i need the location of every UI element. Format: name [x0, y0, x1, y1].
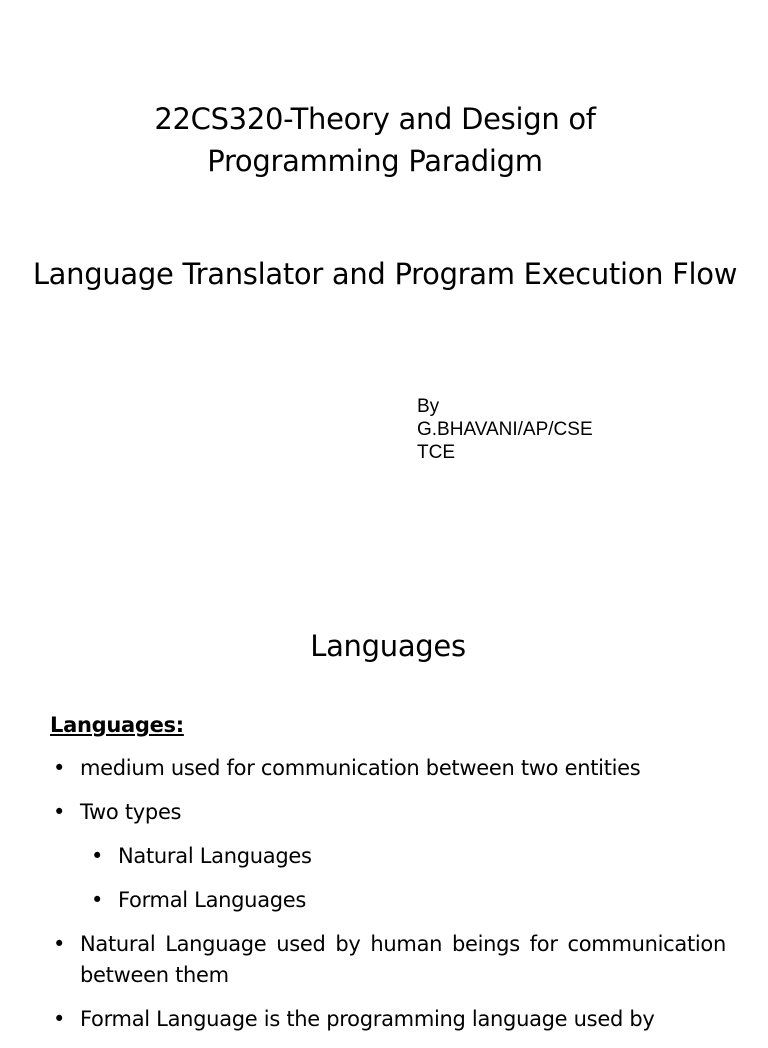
bullet-dot-icon: • [53, 932, 66, 956]
list-item-text: Natural Languages [118, 844, 312, 868]
list-item-text: Two types [80, 800, 182, 824]
author-institution: TCE [417, 442, 455, 463]
slide-title: Languages [310, 629, 466, 663]
list-item-text: Natural Language used by human beings for communication between them [80, 932, 726, 987]
slide-content [50, 710, 726, 1048]
list-item [88, 841, 726, 872]
list-item [50, 929, 726, 991]
content-heading: Languages: [50, 713, 184, 737]
languages-slide [0, 576, 768, 1031]
bullet-dot-icon: • [53, 756, 66, 780]
course-title-line-2: Programming Paradigm [207, 144, 543, 178]
bullet-dot-icon: • [53, 800, 66, 824]
list-item-text: Formal Languages [118, 888, 307, 912]
course-title-line-1: 22CS320-Theory and Design of [154, 102, 596, 136]
author-block [417, 395, 593, 464]
author-by: By [417, 396, 440, 417]
bullet-dot-icon: • [53, 1007, 66, 1031]
author-name: G.BHAVANI/AP/CSE [417, 419, 593, 440]
list-item-text: medium used for communication between two entities [80, 756, 641, 780]
bullet-dot-icon: • [91, 844, 104, 868]
list-item [50, 753, 726, 784]
bullet-dot-icon: • [91, 888, 104, 912]
list-item-text: Formal Language is the programming language used by [80, 1007, 655, 1031]
list-item [88, 885, 726, 916]
list-item [50, 1004, 726, 1035]
list-item [50, 797, 726, 828]
presentation-subtitle: Language Translator and Program Execution Flow [32, 257, 738, 291]
course-title [0, 98, 750, 182]
